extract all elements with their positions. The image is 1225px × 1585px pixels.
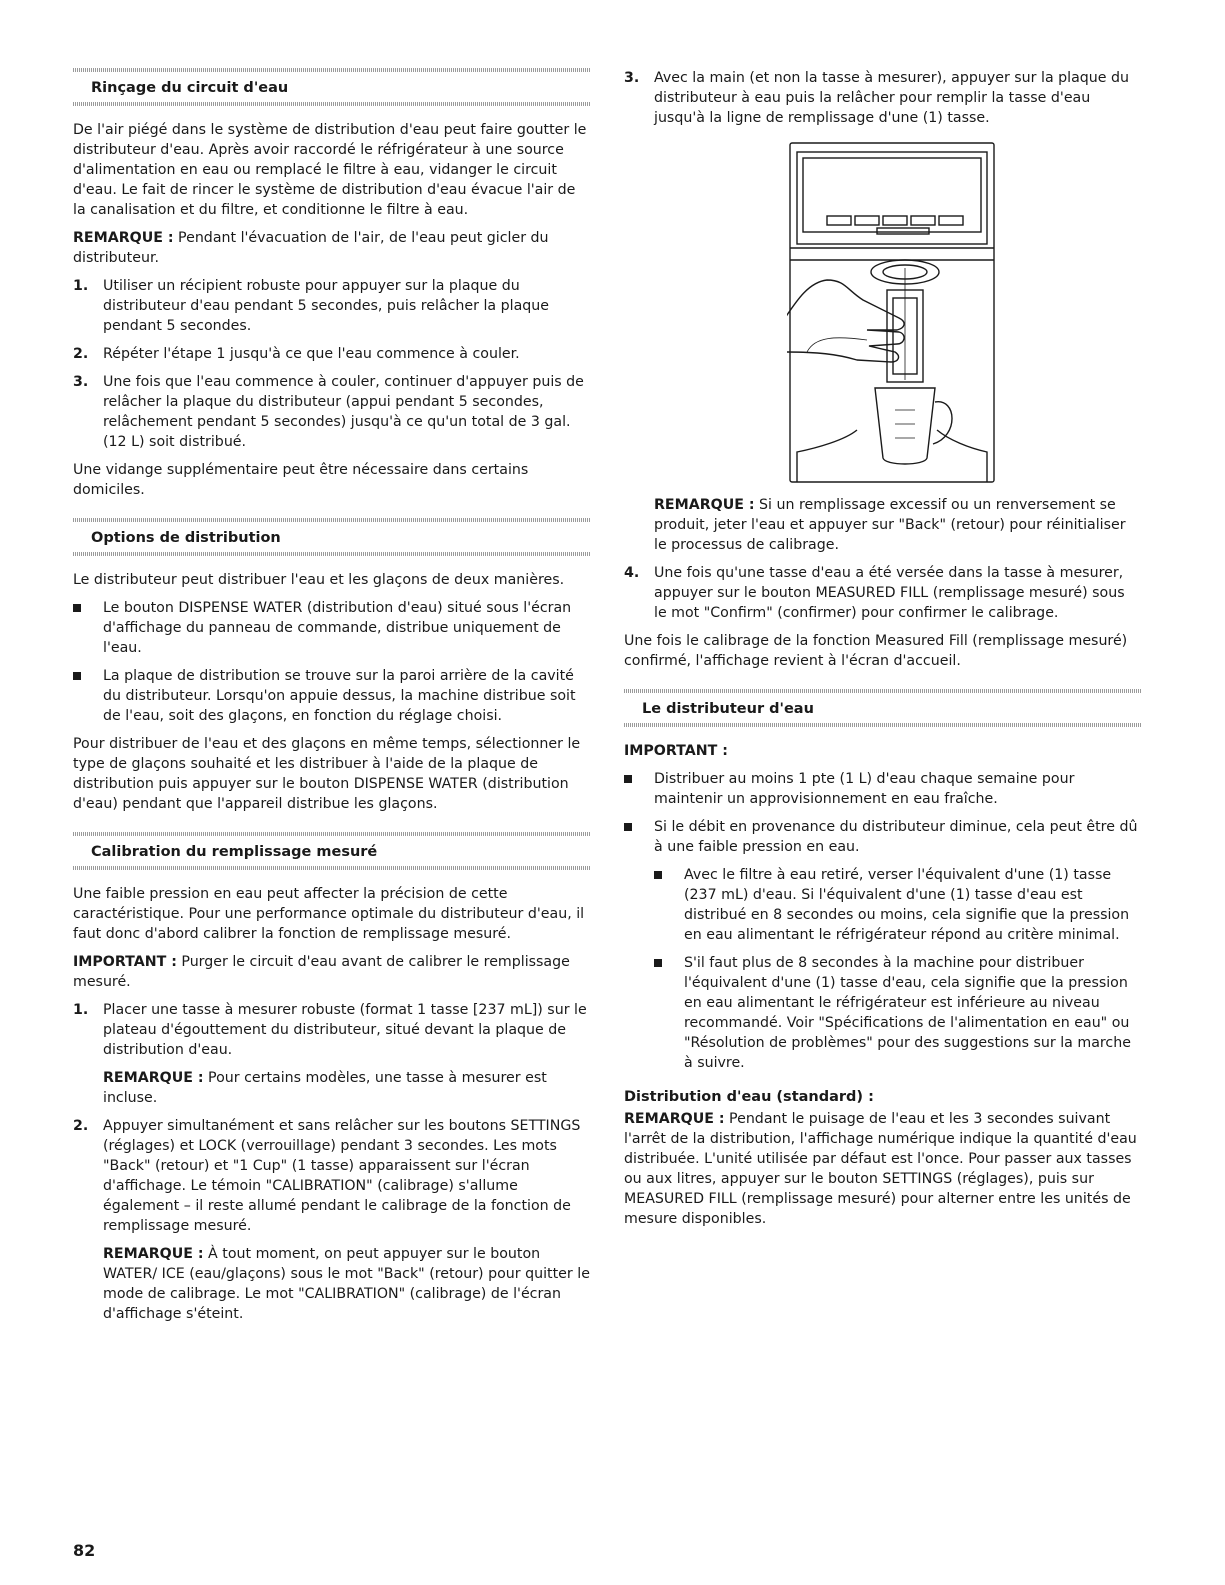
step-number: 3. <box>73 374 89 390</box>
note-paragraph <box>73 228 590 268</box>
step-text: Avec la main (et non la tasse à mesurer), appuyer sur la plaque du distributeur à eau puis la relâcher pour remplir la tasse d'eau jusqu'à la ligne de remplissage d'une (1) tasse. <box>654 70 1130 126</box>
note-paragraph <box>73 1244 590 1324</box>
important-label: IMPORTANT : <box>624 743 728 759</box>
bullet-item <box>624 769 1141 809</box>
section-title: Options de distribution <box>91 530 281 546</box>
step-item <box>624 563 1141 623</box>
step-item <box>624 68 1141 128</box>
bullet-item <box>624 817 1141 857</box>
section-title: Rinçage du circuit d'eau <box>91 80 289 96</box>
sub-bullet-item <box>654 865 1141 945</box>
bullet-item <box>73 598 590 658</box>
step-text: Appuyer simultanément et sans relâcher sur les boutons SETTINGS (réglages) et LOCK (verrouillage) pendant 3 secondes. Les mots "Back" (retour) et "1 Cup" (1 tasse) apparaissent sur l'écran d'affichage. Le témoin "CALIBRATION" (calibrage) s'allume également – il reste allumé pendant le calibrage de la fonction de remplissage mesuré. <box>103 1118 581 1234</box>
step-text: Utiliser un récipient robuste pour appuyer sur la plaque du distributeur d'eau pendant 5 secondes, puis relâcher la plaque pendant 5 secondes. <box>103 278 549 334</box>
step-item <box>73 344 590 364</box>
paragraph: Le distributeur peut distribuer l'eau et les glaçons de deux manières. <box>73 572 565 588</box>
section-header-options <box>73 518 590 556</box>
square-bullet-icon <box>654 959 662 967</box>
step-number: 1. <box>73 1002 89 1018</box>
step-text: Répéter l'étape 1 jusqu'à ce que l'eau commence à couler. <box>103 346 520 362</box>
bullet-text: Le bouton DISPENSE WATER (distribution d'eau) situé sous l'écran d'affichage du panneau de commande, distribue uniquement de l'eau. <box>103 600 572 656</box>
important-text: Purger le circuit d'eau avant de calibrer le remplissage mesuré. <box>73 954 570 990</box>
note-text: Pendant le puisage de l'eau et les 3 secondes suivant l'arrêt de la distribution, l'affichage numérique indique la quantité d'eau distribuée. L'unité utilisée par défaut est l'once. Pour passer aux tasses ou aux litres, appuyer sur le bouton SETTINGS (réglages), puis sur MEASURED FILL (remplissage mesuré) pour alterner entre les unités de mesure disponibles. <box>624 1111 1137 1227</box>
important-paragraph <box>73 952 590 992</box>
square-bullet-icon <box>624 775 632 783</box>
note-label: REMARQUE : <box>73 230 174 246</box>
section-header-rincage <box>73 68 590 106</box>
bullet-text: S'il faut plus de 8 secondes à la machine pour distribuer l'équivalent d'une (1) tasse d'eau, cela signifie que la pression en eau alimentant le réfrigérateur est inférieure au niveau recommandé. Voir "Spécifications de l'alimentation en eau" ou "Résolution de problèmes" pour des suggestions sur la marche à suivre. <box>684 955 1131 1071</box>
step-number: 3. <box>624 70 640 86</box>
note-label: REMARQUE : <box>103 1070 204 1086</box>
note-text: Si un remplissage excessif ou un renversement se produit, jeter l'eau et appuyer sur "Back" (retour) pour réinitialiser le processus de calibrage. <box>654 497 1126 553</box>
note-paragraph <box>624 495 1141 555</box>
paragraph: Une vidange supplémentaire peut être nécessaire dans certains domiciles. <box>73 462 529 498</box>
note-text: À tout moment, on peut appuyer sur le bouton WATER/ ICE (eau/glaçons) sous le mot "Back" (retour) pour quitter le mode de calibrage. Le mot "CALIBRATION" (calibrage) de l'écran d'affichage s'éteint. <box>103 1246 590 1322</box>
note-label: REMARQUE : <box>103 1246 204 1262</box>
step-number: 4. <box>624 565 640 581</box>
sub-bullet-item <box>654 953 1141 1073</box>
step-text: Placer une tasse à mesurer robuste (format 1 tasse [237 mL]) sur le plateau d'égouttement du distributeur, situé devant la plaque de distribution d'eau. <box>103 1002 587 1058</box>
paragraph: Une faible pression en eau peut affecter la précision de cette caractéristique. Pour une performance optimale du distributeur d'eau, il faut donc d'abord calibrer la fonction de remplissage mesuré. <box>73 886 585 942</box>
step-number: 2. <box>73 346 89 362</box>
square-bullet-icon <box>654 871 662 879</box>
paragraph: Pour distribuer de l'eau et des glaçons en même temps, sélectionner le type de glaçons souhaité et les distribuer à l'aide de la plaque de distribution puis appuyer sur le bouton DISPENSE WATER (distribution d'eau) pendant que l'appareil distribue les glaçons. <box>73 736 581 812</box>
step-number: 2. <box>73 1118 89 1134</box>
square-bullet-icon <box>73 604 81 612</box>
section-header-distributeur <box>624 689 1141 727</box>
square-bullet-icon <box>73 672 81 680</box>
left-column <box>73 68 590 1332</box>
step-number: 1. <box>73 278 89 294</box>
note-text: Pour certains modèles, une tasse à mesurer est incluse. <box>103 1070 547 1106</box>
bullet-item <box>73 666 590 726</box>
section-header-calibration <box>73 832 590 870</box>
right-column <box>624 68 1141 1237</box>
step-text: Une fois qu'une tasse d'eau a été versée dans la tasse à mesurer, appuyer sur le bouton MEASURED FILL (remplissage mesuré) sous le mot "Confirm" (confirmer) pour confirmer le calibrage. <box>654 565 1125 621</box>
page-number: 82 <box>73 1541 96 1560</box>
square-bullet-icon <box>624 823 632 831</box>
step-item <box>73 1000 590 1060</box>
dispenser-illustration <box>787 140 997 485</box>
note-paragraph <box>73 1068 590 1108</box>
bullet-text: Avec le filtre à eau retiré, verser l'équivalent d'une (1) tasse (237 mL) d'eau. Si l'équivalent d'une (1) tasse d'eau est distribué en 8 secondes ou moins, cela signifie que la pression en eau alimentant le réfrigérateur répond au critère minimal. <box>684 867 1130 943</box>
section-title: Le distributeur d'eau <box>642 701 814 717</box>
hatch-rule <box>624 723 1141 727</box>
step-item <box>73 1116 590 1236</box>
step-text: Une fois que l'eau commence à couler, continuer d'appuyer puis de relâcher la plaque du distributeur (appui pendant 5 secondes, relâchement pendant 5 secondes) jusqu'à ce qu'un total de 3 gal. (12 L) soit distribué. <box>103 374 584 450</box>
hatch-rule <box>73 102 590 106</box>
note-text: Pendant l'évacuation de l'air, de l'eau peut gicler du distributeur. <box>73 230 549 266</box>
note-label: REMARQUE : <box>654 497 755 513</box>
section-title: Calibration du remplissage mesuré <box>91 844 378 860</box>
note-label: REMARQUE : <box>624 1111 725 1127</box>
step-item <box>73 276 590 336</box>
important-label: IMPORTANT : <box>73 954 177 970</box>
note-paragraph <box>624 1109 1141 1229</box>
subsection-title: Distribution d'eau (standard) : <box>624 1089 874 1105</box>
step-item <box>73 372 590 452</box>
dispenser-drawing <box>787 140 997 485</box>
bullet-text: Si le débit en provenance du distributeur diminue, cela peut être dû à une faible pression en eau. <box>654 819 1138 855</box>
bullet-text: La plaque de distribution se trouve sur la paroi arrière de la cavité du distributeur. Lorsqu'on appuie dessus, la machine distribue soit de l'eau, soit des glaçons, en fonction du réglage choisi. <box>103 668 576 724</box>
paragraph: Une fois le calibrage de la fonction Measured Fill (remplissage mesuré) confirmé, l'affichage revient à l'écran d'accueil. <box>624 633 1128 669</box>
bullet-text: Distribuer au moins 1 pte (1 L) d'eau chaque semaine pour maintenir un approvisionnement en eau fraîche. <box>654 771 1075 807</box>
paragraph: De l'air piégé dans le système de distribution d'eau peut faire goutter le distributeur d'eau. Après avoir raccordé le réfrigérateur à une source d'alimentation en eau ou remplacé le filtre à eau, vidanger le circuit d'eau. Le fait de rincer le système de distribution d'eau évacue l'air de la canalisation et du filtre, et conditionne le filtre à eau. <box>73 122 587 218</box>
hatch-rule <box>73 866 590 870</box>
hatch-rule <box>73 552 590 556</box>
